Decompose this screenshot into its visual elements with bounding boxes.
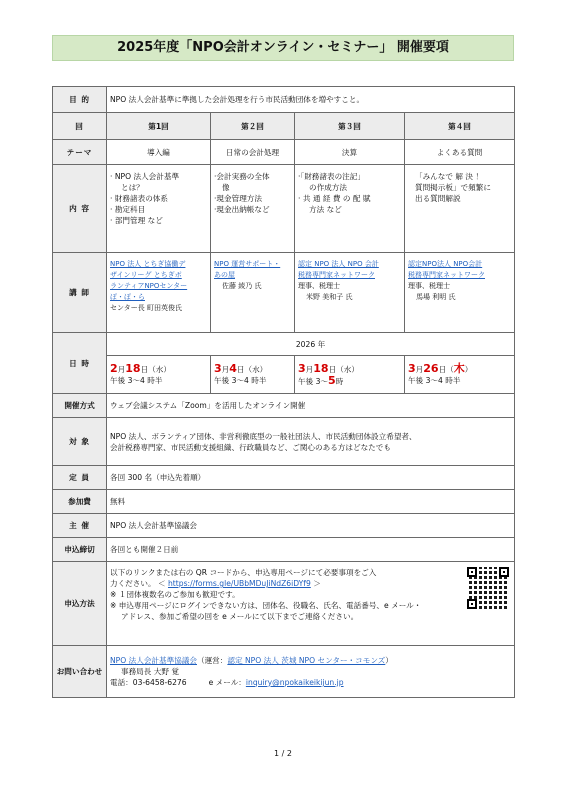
content-1-line: とは？ — [121, 183, 144, 192]
date-4-month: 3 — [408, 362, 416, 375]
lecturer-1-name: センター長 町田英俊氏 — [110, 304, 182, 312]
month-unit: 月 — [415, 365, 424, 374]
paren: （ — [446, 365, 454, 374]
event-details-table — [52, 86, 515, 698]
lecturer-row — [53, 253, 515, 333]
lecturer-1-org-line[interactable]: ぽ・ぽ・ら — [110, 293, 145, 301]
apply-note: アドレス、参加ご希望の回を e メールにて以下までご連絡ください。 — [121, 612, 359, 621]
fee-label: 参加費 — [53, 490, 107, 514]
page-number: 1 / 2 — [274, 749, 292, 758]
content-3-line: · 共 通 経 費 の 配 賦 — [298, 194, 371, 203]
apply-note: ※ １団体複数名のご参加も歓迎です。 — [110, 590, 240, 599]
content-1 — [107, 165, 211, 253]
contact-email-link[interactable]: inquiry@npokaikeikijun.jp — [245, 678, 344, 687]
lecturer-4-org-link[interactable] — [408, 259, 511, 281]
content-4-line: 出る質問解説 — [415, 194, 461, 203]
lecturer-2 — [211, 253, 295, 333]
qr-finder — [499, 567, 509, 577]
content-1-line: · 勘定科目 — [110, 205, 146, 214]
lecturer-2-org-link[interactable] — [214, 259, 291, 281]
content-4-line: 質問掲示板」で頻繁に — [415, 183, 491, 192]
session-label: 回 — [53, 113, 107, 140]
format-label: 開催方式 — [53, 394, 107, 418]
contact-row — [53, 646, 515, 698]
apply-line: 以下のリンクまたは右の QR コードから、申込専用ページにて必要事項をご入 — [110, 568, 377, 577]
day-unit: 日 — [438, 365, 447, 374]
qr-code-icon[interactable] — [467, 567, 509, 609]
contact-phone: 電話：03-6458-6276 — [110, 678, 187, 687]
day-unit: 日 — [328, 364, 337, 374]
deadline-label: 申込締切 — [53, 538, 107, 562]
lecturer-4-org-line[interactable]: 税務専門家ネットワーク — [408, 271, 485, 279]
paren: ） — [464, 365, 473, 374]
date-2-day: 4 — [229, 362, 237, 375]
lecturer-4-role: 理事、税理士 — [408, 282, 450, 290]
month-unit: 月 — [305, 364, 314, 374]
content-3 — [295, 165, 405, 253]
datetime-label: 日 時 — [53, 333, 107, 394]
lecturer-4-name: 馬場 利明 氏 — [416, 293, 456, 301]
date-1-day: 18 — [125, 362, 141, 375]
contact-email-label: e メール： — [208, 678, 246, 687]
operator-link[interactable]: 認定 NPO 法人 茨城 NPO センター・コモンズ — [227, 656, 386, 665]
content-4 — [405, 165, 515, 253]
lecturer-3-role: 理事、税理士 — [298, 282, 340, 290]
target-line: NPO 法人、ボランティア団体、非営利徹底型の一般社団法人、市民活動団体設立希望者、 — [110, 431, 417, 441]
hour-unit: 時 — [335, 376, 344, 386]
lecturer-1-org-line[interactable]: ザインリーグ とちぎボ — [110, 271, 182, 279]
date-4 — [405, 356, 515, 394]
theme-4: よくある質問 — [405, 140, 515, 165]
format-text: ウェブ会議システム「Zoom」を活用したオンライン開催 — [107, 394, 515, 418]
apply-label: 申込方法 — [53, 562, 107, 646]
target-label: 対 象 — [53, 418, 107, 466]
theme-label: テーマ — [53, 140, 107, 165]
date-row — [53, 356, 515, 394]
date-3 — [295, 356, 405, 394]
lecturer-4-org-line[interactable]: 認定NPO法人 NPO会計 — [408, 260, 483, 268]
session-2-header: 第２回 — [211, 113, 295, 140]
lecturer-1-org-line[interactable]: NPO 法人 とちぎ協働デ — [110, 260, 186, 268]
apply-text — [107, 562, 515, 646]
qr-finder — [467, 567, 477, 577]
lecturer-3 — [295, 253, 405, 333]
date-1-weekday: （水） — [148, 365, 171, 374]
organizer-link[interactable]: NPO 法人会計基準協議会 — [110, 656, 197, 665]
date-3-month: 3 — [298, 361, 306, 375]
day-unit: 日 — [236, 365, 245, 374]
apply-note: ※ 申込専用ページにログインできない方は、団体名、役職名、氏名、電話番号、e メール・ — [110, 601, 422, 610]
date-4-time: 午後 3～4 時半 — [408, 376, 461, 385]
apply-row — [53, 562, 515, 646]
session-1-header: 第1回 — [107, 113, 211, 140]
year-row — [53, 333, 515, 356]
fee-text: 無料 — [107, 490, 515, 514]
content-2-line: ·現金管理方法 — [214, 194, 262, 203]
lecturer-4 — [405, 253, 515, 333]
lecturer-3-org-line[interactable]: 認定 NPO 法人 NPO 会計 — [298, 260, 379, 268]
capacity-label: 定 員 — [53, 466, 107, 490]
lecturer-1-org-line[interactable]: ランティアNPOセンター — [110, 282, 188, 290]
lecturer-2-name: 佐藤 綾乃 氏 — [222, 282, 262, 290]
date-3-weekday: （水） — [336, 364, 359, 374]
purpose-row — [53, 87, 515, 113]
apply-line: 力ください。 ＜ — [110, 579, 168, 588]
contact-person: 事務局長 大野 覚 — [121, 667, 179, 676]
theme-3: 決算 — [295, 140, 405, 165]
lecturer-3-org-link[interactable] — [298, 259, 401, 281]
deadline-row — [53, 538, 515, 562]
session-4-header: 第４回 — [405, 113, 515, 140]
purpose-label: 目 的 — [53, 87, 107, 113]
organizer-text: NPO 法人会計基準協議会 — [107, 514, 515, 538]
content-row — [53, 165, 515, 253]
date-3-day: 18 — [313, 361, 329, 375]
organizer-label: 主 催 — [53, 514, 107, 538]
content-2-line: ·現金出納帳など — [214, 205, 270, 214]
page-title: 2025年度「NPO会計オンライン・セミナー」 開催要項 — [52, 35, 514, 61]
theme-row — [53, 140, 515, 165]
format-row — [53, 394, 515, 418]
target-text — [107, 418, 515, 466]
capacity-row — [53, 466, 515, 490]
date-1-time: 午後 3～4 時半 — [110, 376, 163, 385]
content-3-line: の作成方法 — [309, 183, 347, 192]
date-3-end-hour: 5 — [328, 373, 336, 387]
organizer-row — [53, 514, 515, 538]
day-unit: 日 — [140, 365, 149, 374]
content-4-line: 「みんなで 解 決 ！ — [415, 172, 483, 181]
theme-1: 導入編 — [107, 140, 211, 165]
lecturer-3-name: 米野 美和子 氏 — [306, 293, 353, 301]
content-1-line: · NPO 法人会計基準 — [110, 172, 180, 181]
contact-text-part: ） — [385, 656, 393, 665]
purpose-text: NPO 法人会計基準に準拠した会計処理を行う市民活動団体を増やすこと。 — [107, 87, 515, 113]
date-1-month: 2 — [110, 362, 118, 375]
contact-label: お問い合わせ — [53, 646, 107, 698]
contact-text — [107, 646, 515, 698]
session-row — [53, 113, 515, 140]
date-2-month: 3 — [214, 362, 222, 375]
date-4-weekday: 木 — [453, 362, 465, 375]
date-4-day: 26 — [423, 362, 439, 375]
date-3-time: 午後 3～ — [298, 376, 329, 386]
lecturer-2-org-line[interactable]: あの屋 — [214, 271, 235, 279]
lecturer-2-org-line[interactable]: NPO 運営サポート・ — [214, 260, 281, 268]
lecturer-label: 講 師 — [53, 253, 107, 333]
session-3-header: 第３回 — [295, 113, 405, 140]
content-label: 内 容 — [53, 165, 107, 253]
year: 2026 年 — [107, 333, 515, 356]
apply-line: ＞ — [310, 579, 321, 588]
content-2 — [211, 165, 295, 253]
lecturer-3-org-line[interactable]: 税務専門家ネットワーク — [298, 271, 375, 279]
date-1 — [107, 356, 211, 394]
theme-2: 日常の会計処理 — [211, 140, 295, 165]
date-2-weekday: （水） — [244, 365, 268, 374]
content-2-line: 像 — [222, 183, 230, 192]
qr-finder — [467, 599, 477, 609]
content-1-line: · 部門管理 など — [110, 216, 163, 225]
capacity-text: 各回 300 名（申込先着順） — [107, 466, 515, 490]
date-2 — [211, 356, 295, 394]
content-2-line: ·会計実務の全体 — [214, 172, 270, 181]
target-row — [53, 418, 515, 466]
application-form-link[interactable]: https://forms.gle/UBbMDuJiNdZ6iDYf9 — [167, 579, 311, 588]
contact-text-part: （運営： — [197, 656, 228, 665]
month-unit: 月 — [117, 365, 126, 374]
target-line: 会計税務専門家、市民活動支援組織、行政職員など、ご関心のある方はどなたでも — [110, 442, 391, 452]
date-2-time: 午後 3～4 時半 — [214, 376, 267, 385]
deadline-text: 各回とも開催２日前 — [107, 538, 515, 562]
content-3-line: ·「財務諸表の注記」 — [298, 172, 365, 181]
lecturer-1 — [107, 253, 211, 333]
lecturer-1-org-link[interactable] — [110, 259, 207, 303]
content-3-line: 方法 など — [309, 205, 342, 214]
fee-row — [53, 490, 515, 514]
month-unit: 月 — [221, 365, 230, 374]
content-1-line: · 財務諸表の体系 — [110, 194, 168, 203]
